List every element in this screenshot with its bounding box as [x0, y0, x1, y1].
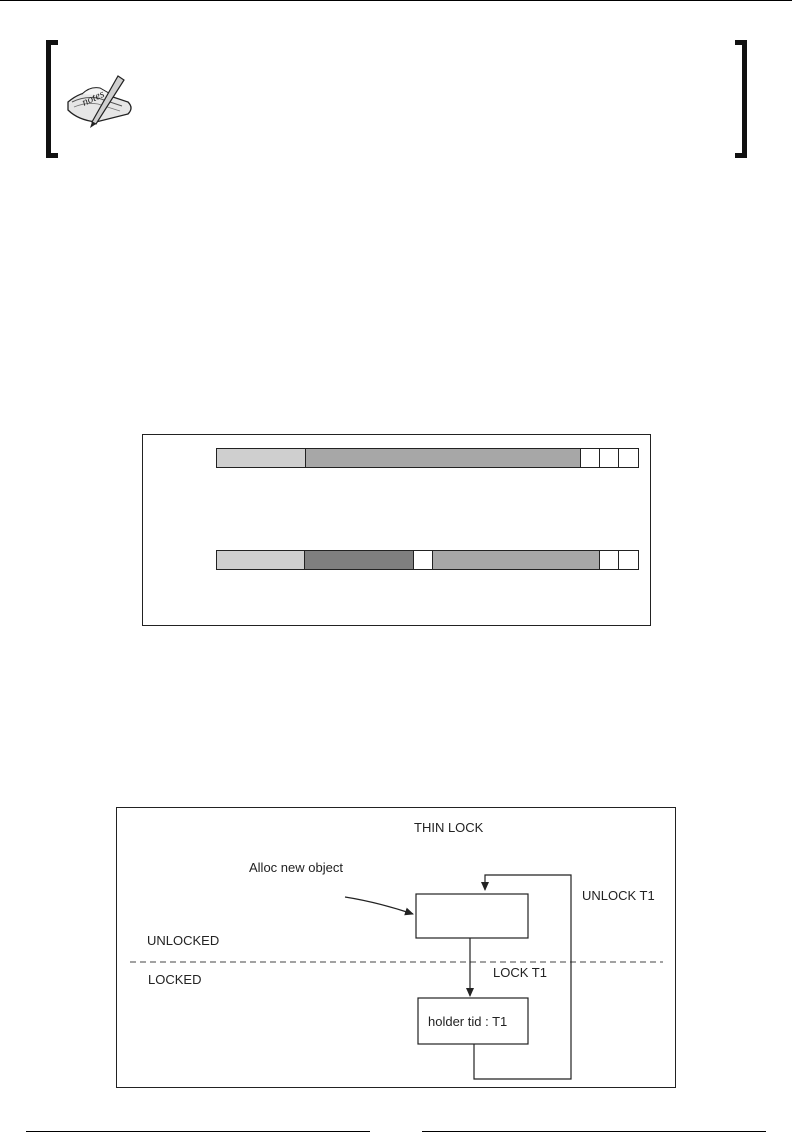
layout-bar-1 [216, 448, 639, 468]
footer-rule-left [26, 1131, 370, 1132]
state-diagram-box [116, 807, 676, 1088]
layout-bar-2 [216, 550, 639, 570]
footer-rule-right [422, 1131, 766, 1132]
bar-1-segment-5 [619, 449, 638, 467]
top-rule [0, 0, 792, 1]
bar-2-segment-1 [217, 551, 305, 569]
bar-2-segment-4 [433, 551, 600, 569]
bar-1-segment-4 [600, 449, 619, 467]
unlock-t1-label: UNLOCK T1 [582, 888, 655, 903]
unlocked-state-box [416, 894, 528, 938]
unlocked-label: UNLOCKED [147, 933, 220, 948]
note-bracket-left [46, 40, 58, 158]
bar-2-segment-3 [414, 551, 433, 569]
bar-2-segment-5 [600, 551, 619, 569]
holder-tid-label: holder tid : T1 [428, 1014, 508, 1029]
lock-t1-label: LOCK T1 [493, 965, 547, 980]
bar-1-segment-2 [306, 449, 580, 467]
alloc-new-object-label: Alloc new object [249, 860, 343, 875]
bar-1-segment-1 [217, 449, 306, 467]
layout-diagram-box [142, 434, 651, 626]
bar-2-segment-2 [305, 551, 413, 569]
alloc-arrow [345, 897, 413, 914]
bar-1-segment-3 [581, 449, 600, 467]
locked-label: LOCKED [148, 972, 202, 987]
bar-2-segment-6 [619, 551, 638, 569]
svg-text:notes: notes [80, 88, 107, 109]
notes-icon [62, 72, 138, 128]
thin-lock-title: THIN LOCK [414, 820, 484, 835]
note-bracket-right [735, 40, 747, 158]
